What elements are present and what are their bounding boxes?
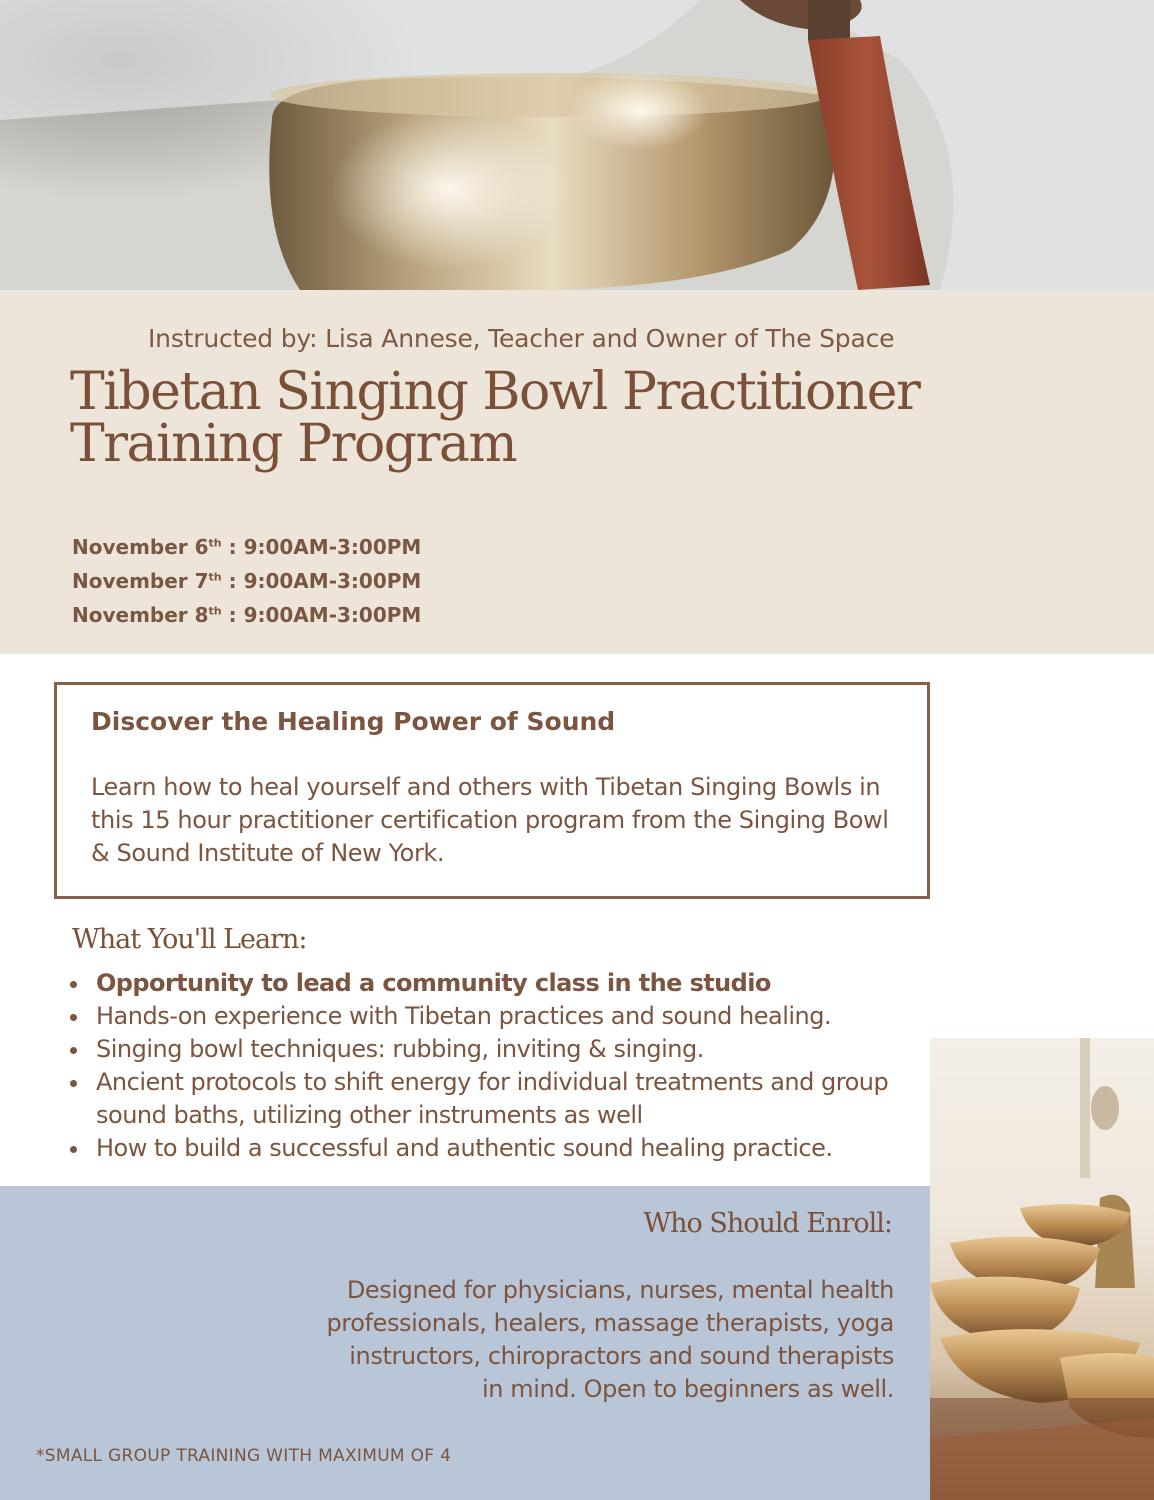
bullet-icon (70, 1014, 77, 1021)
date-row: November 6th : 9:00AM-3:00PM (72, 535, 422, 559)
enroll-text-line: instructors, chiropractors and sound therapists (349, 1342, 894, 1370)
title-line-2: Training Program (70, 414, 517, 474)
date-list (72, 530, 421, 632)
discover-title: Discover the Healing Power of Sound (91, 707, 616, 736)
instructor-line: Instructed by: Lisa Annese, Teacher and Owner of The Space (148, 324, 895, 353)
enroll-text (254, 1274, 894, 1406)
footnote: *SMALL GROUP TRAINING WITH MAXIMUM OF 4 (36, 1446, 452, 1466)
list-item: Hands-on experience with Tibetan practices and sound healing. (66, 1000, 936, 1033)
discover-box (54, 682, 930, 899)
learn-heading: What You'll Learn: (72, 924, 307, 955)
enroll-text-line: professionals, healers, massage therapists, yoga (326, 1309, 894, 1337)
hero-photo (0, 0, 1154, 290)
bullet-icon (70, 1146, 77, 1153)
bowls-row-illustration (930, 1038, 1154, 1500)
enroll-text-line: Designed for physicians, nurses, mental health (346, 1276, 894, 1304)
bullet-icon (70, 981, 77, 988)
list-item: How to build a successful and authentic sound healing practice. (66, 1132, 936, 1165)
discover-text: Learn how to heal yourself and others with Tibetan Singing Bowls in this 15 hour practitioner certification program from the Singing Bowl & Sound Institute of New York. (91, 773, 889, 867)
bullet-icon (70, 1080, 77, 1087)
list-item: Ancient protocols to shift energy for individual treatments and group sound baths, utilizing other instruments as well (66, 1066, 936, 1132)
bullet-icon (70, 1047, 77, 1054)
learn-list (66, 967, 936, 1165)
bowls-photo (930, 1038, 1154, 1500)
enroll-heading: Who Should Enroll: (643, 1208, 892, 1239)
date-row: November 7th : 9:00AM-3:00PM (72, 569, 422, 593)
singing-bowl-illustration (0, 0, 1154, 290)
title-line-1: Tibetan Singing Bowl Practitioner (70, 362, 920, 422)
date-row: November 8th : 9:00AM-3:00PM (72, 603, 422, 627)
enroll-band (0, 1186, 930, 1500)
list-item: Opportunity to lead a community class in the studio (66, 967, 936, 1000)
enroll-text-line: in mind. Open to beginners as well. (481, 1375, 894, 1403)
list-item: Singing bowl techniques: rubbing, inviting & singing. (66, 1033, 936, 1066)
page-title (70, 362, 1070, 474)
